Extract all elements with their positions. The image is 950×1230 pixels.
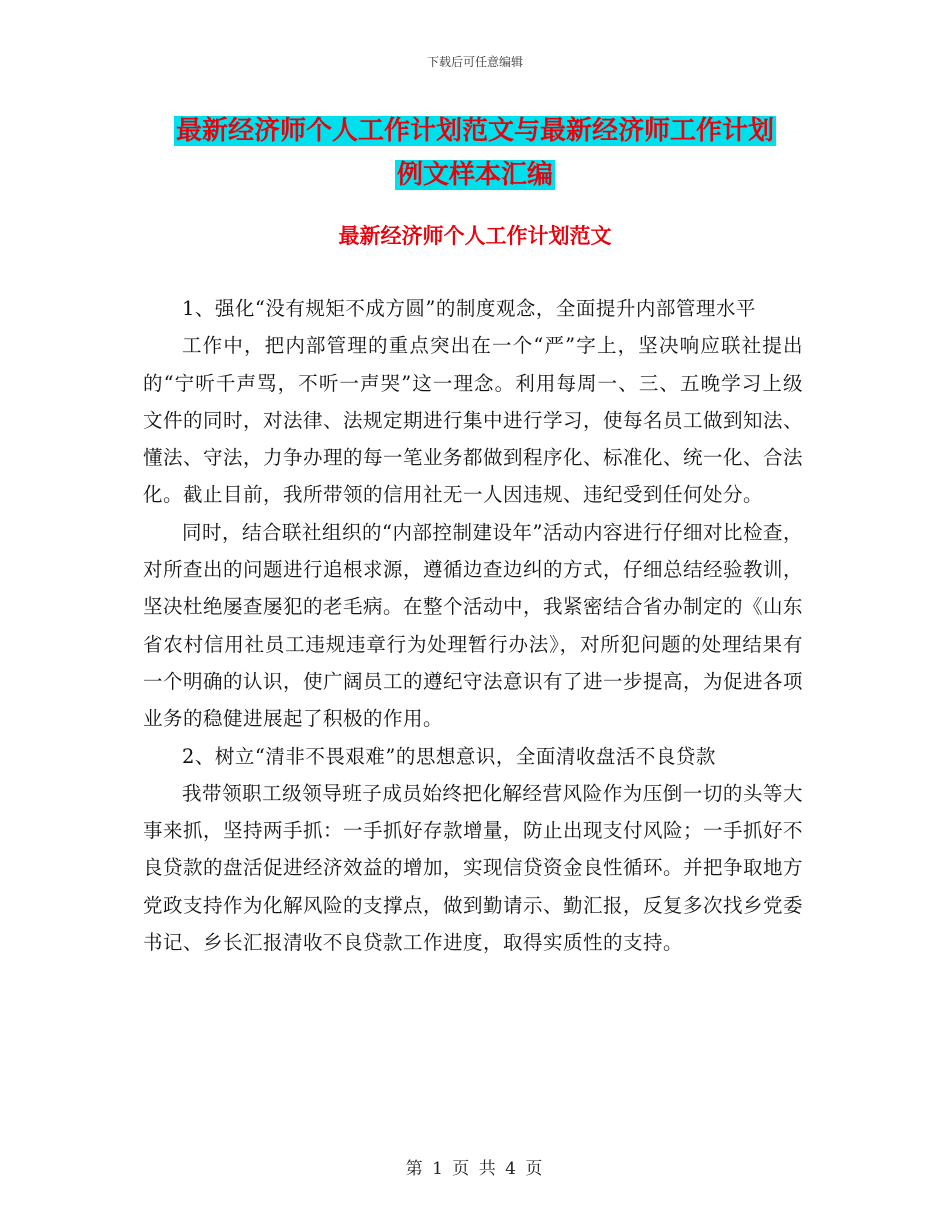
paragraph-heading-1: 1、强化“没有规矩不成方圆”的制度观念，全面提升内部管理水平 xyxy=(182,297,756,320)
document-title-line-2 xyxy=(0,154,950,196)
document-title-text-2: 例文样本汇编 xyxy=(396,160,553,190)
document-body xyxy=(143,290,803,961)
paragraph: 工作中，把内部管理的重点突出在一个“严”字上，坚决响应联社提出的“宁听千声骂，不听一声哭”这一理念。利用每周一、三、五晚学习上级文件的同时，对法律、法规定期进行集中进行学习，使每名员工做到知法、懂法、守法，力争办理的每一笔业务都做到程序化、标准化、统一化、合法化。截止目前，我所带领的信用社无一人因违规、违纪受到任何处分。 xyxy=(143,334,804,507)
paragraph: 同时，结合联社组织的“内部控制建设年”活动内容进行仔细对比检查，对所查出的问题进行追根求源，遵循边查边纠的方式，仔细总结经验教训，坚决杜绝屡查屡犯的老毛病。在整个活动中，我紧密结合省办制定的《山东省农村信用社员工违规违章行为处理暂行办法》，对所犯问题的处理结果有一个明确的认识，使广阔员工的遵纪守法意识有了进一步提高，为促进各项业务的稳健进展起了积极的作用。 xyxy=(143,520,804,731)
page-indicator: 第 1 页 共 4 页 xyxy=(405,1159,545,1179)
paragraph-heading-2: 2、树立“清非不畏艰难”的思想意识，全面清收盘活不良贷款 xyxy=(182,744,716,768)
document-title-line-1 xyxy=(0,110,950,152)
paragraph: 我带领职工级领导班子成员始终把化解经营风险作为压倒一切的头等大事来抓，坚持两手抓：一手抓好存款增量，防止出现支付风险；一手抓好不良贷款的盘活促进经济效益的增加，实现信贷资金良性循环。并把争取地方党政支持作为化解风险的支撑点，做到勤请示、勤汇报，反复多次找乡党委书记、乡长汇报清收不良贷款工作进度，取得实质性的支持。 xyxy=(143,781,804,955)
header-note: 下载后可任意编辑 xyxy=(426,55,523,69)
section-title: 最新经济师个人工作计划范文 xyxy=(338,224,612,248)
document-title-text-1: 最新经济师个人工作计划范文与最新经济师工作计划 xyxy=(175,116,774,146)
